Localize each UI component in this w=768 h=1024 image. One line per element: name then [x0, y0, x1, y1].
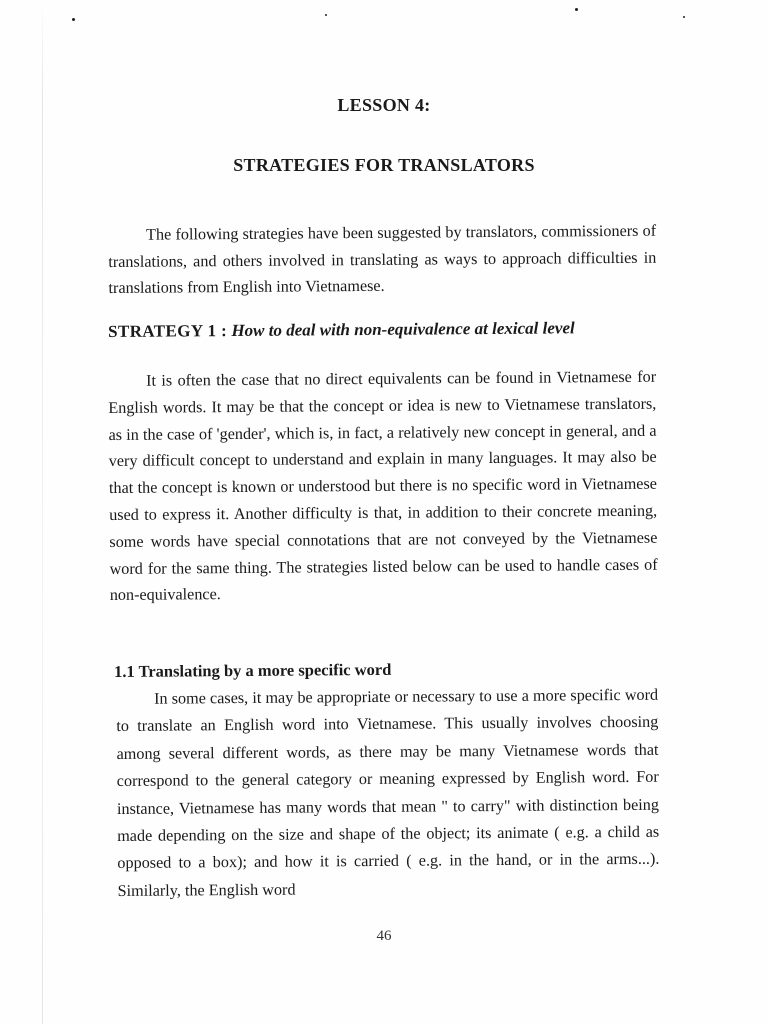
section-heading: 1.1 Translating by a more specific word — [114, 659, 392, 681]
strategy-subtitle: How to deal with non-equivalence at lexical level — [231, 318, 575, 341]
strategy-heading — [108, 318, 668, 342]
scan-speck — [72, 18, 75, 21]
strategy-paragraph-text: It is often the case that no direct equivalents can be found in Vietnamese for English words. It may be that the concept or idea is new to Vietnamese translators, as in the case of 'gender', which is, in fact, a relatively new concept in general, and a very difficult concept to understand and explain in many languages. It may also be that the concept is known or understood but there is no specific word in Vietnamese used to express it. Another difficulty is that, in addition to their concrete meaning, some words have special connotations that are not conveyed by the Vietnamese word for the same thing. The strategies listed below can be used to handle cases of non-equivalence. — [108, 367, 658, 605]
scan-speck — [683, 16, 685, 18]
scan-speck — [575, 8, 578, 11]
scan-speck — [325, 14, 327, 16]
intro-paragraph-text: The following strategies have been suggested by translators, commissioners of translations, and others involved in translating as ways to approach difficulties in translations from English into Vietnamese. — [108, 221, 657, 297]
section-paragraph-text: In some cases, it may be appropriate or necessary to use a more specific word to translate an English word into Vietnamese. This usually involves choosing among several different words, as there may be many Vietnamese words that correspond to the general category or meaning expressed by English word. For instance, Vietnamese has many words that mean " to carry" with distinction being made depending on the size and shape of the object; its animate ( e.g. a child as opposed to a box); and how it is carried ( e.g. in the hand, or in the arms...). Similarly, the English word — [116, 685, 660, 900]
lesson-title: LESSON 4: — [337, 95, 431, 115]
page-number: 46 — [376, 928, 392, 944]
strategy-paragraph — [108, 364, 658, 609]
intro-paragraph — [108, 218, 657, 302]
section-paragraph — [116, 682, 660, 906]
scan-edge-shadow — [42, 0, 43, 1024]
strategy-label: STRATEGY 1 : — [108, 321, 228, 341]
page-title: STRATEGIES FOR TRANSLATORS — [233, 155, 535, 175]
